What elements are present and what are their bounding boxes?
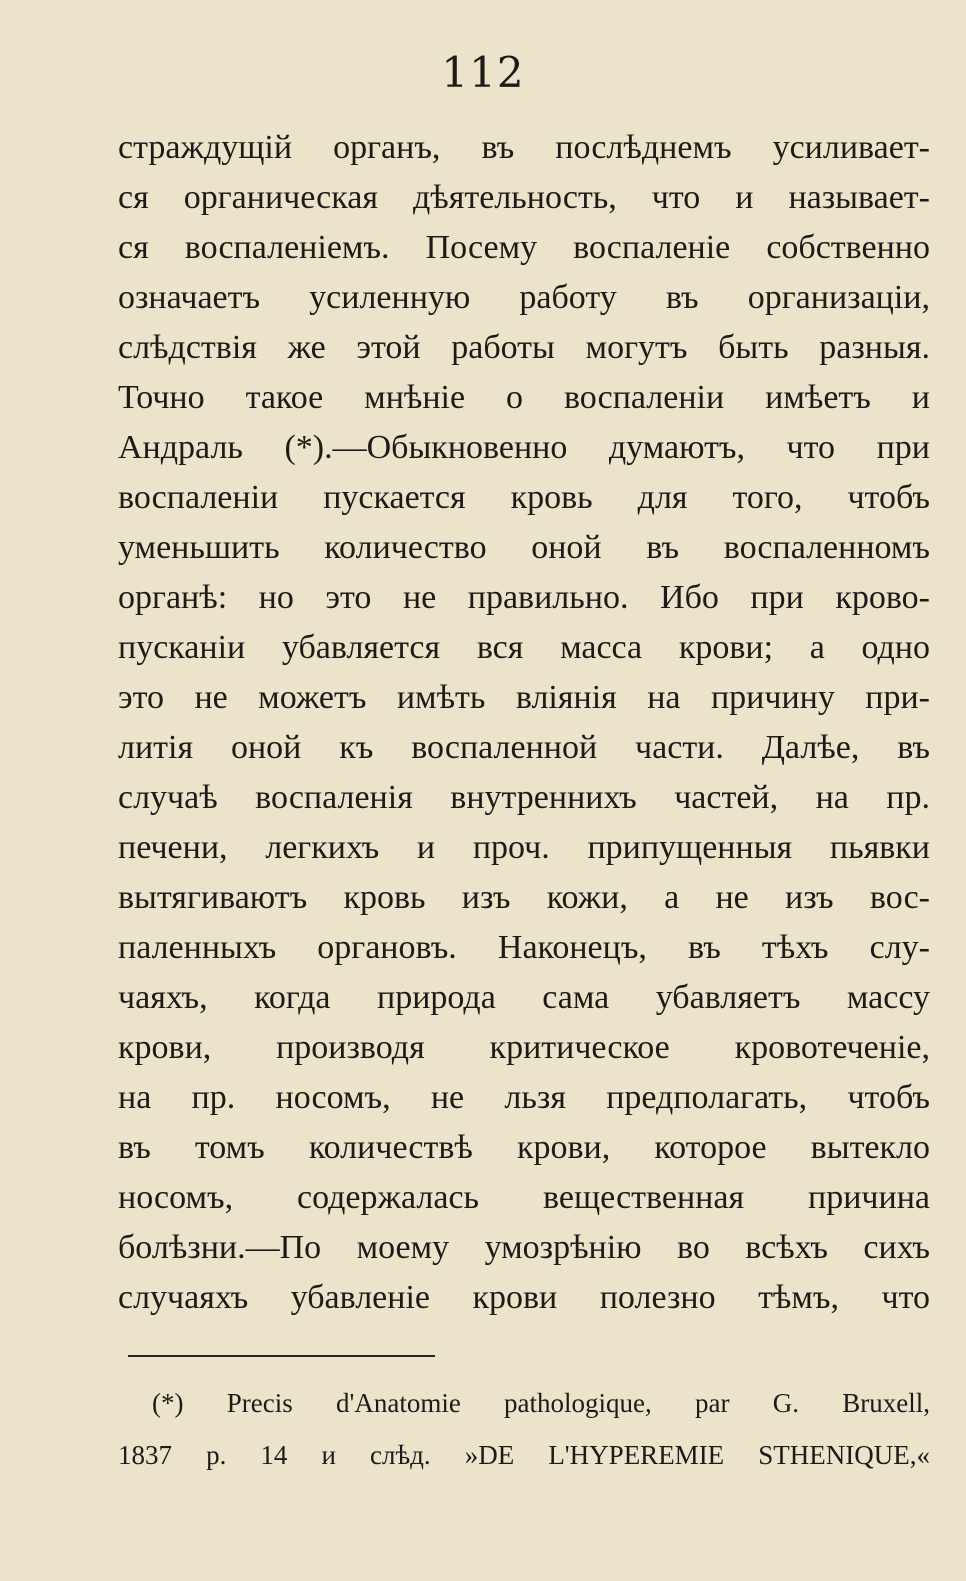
text-line: ся воспаленіемъ. Посему воспаленіе собственно — [118, 229, 930, 266]
text-line: страждущій органъ, въ послѣднемъ усиливает- — [118, 129, 930, 166]
footnote-line: (*) Precis d'Anatomie pathologique, par G. Bruxell, — [152, 1388, 930, 1418]
text-line: воспаленіи пускается кровь для того, чтобъ — [118, 479, 930, 516]
text-line: органѣ: но это не правильно. Ибо при крово- — [118, 579, 930, 616]
text-line: уменьшить количество оной въ воспаленномъ — [118, 529, 930, 566]
text-line: Андраль (*).—Обыкновенно думаютъ, что при — [118, 429, 930, 466]
body-text — [118, 123, 930, 1323]
text-line: случаѣ воспаленія внутреннихъ частей, на пр. — [118, 779, 930, 816]
text-line: крови, производя критическое кровотеченіе, — [118, 1029, 930, 1066]
text-line: литія оной къ воспаленной части. Далѣе, въ — [118, 729, 930, 766]
footnote-divider — [128, 1355, 435, 1357]
footnote-line: 1837 p. 14 и слѣд. »DE L'HYPEREMIE STHENIQUE,« — [118, 1440, 930, 1470]
text-line: означаетъ усиленную работу въ организаціи, — [118, 279, 930, 316]
text-line: болѣзни.—По моему умозрѣнію во всѣхъ сихъ — [118, 1229, 930, 1266]
text-line: это не можетъ имѣть вліянія на причину при- — [118, 679, 930, 716]
text-line: чаяхъ, когда природа сама убавляетъ массу — [118, 979, 930, 1016]
page-number: 112 — [441, 48, 525, 97]
text-line: въ томъ количествѣ крови, которое вытекло — [118, 1129, 930, 1166]
text-line: Точно такое мнѣніе о воспаленіи имѣетъ и — [118, 379, 930, 416]
text-line: носомъ, содержалась вещественная причина — [118, 1179, 930, 1216]
text-line: паленныхъ органовъ. Наконецъ, въ тѣхъ слу- — [118, 929, 930, 966]
text-line: вытягиваютъ кровь изъ кожи, а не изъ вос- — [118, 879, 930, 916]
text-line: ся органическая дѣятельность, что и называет- — [118, 179, 930, 216]
text-line: случаяхъ убавленіе крови полезно тѣмъ, что — [118, 1279, 930, 1316]
text-line: на пр. носомъ, не льзя предполагать, чтобъ — [118, 1079, 930, 1116]
text-line: пусканіи убавляется вся масса крови; а одно — [118, 629, 930, 666]
text-line: слѣдствія же этой работы могутъ быть разныя. — [118, 329, 930, 366]
text-line: печени, легкихъ и проч. припущенныя пьявки — [118, 829, 930, 866]
footnote — [118, 1377, 930, 1481]
